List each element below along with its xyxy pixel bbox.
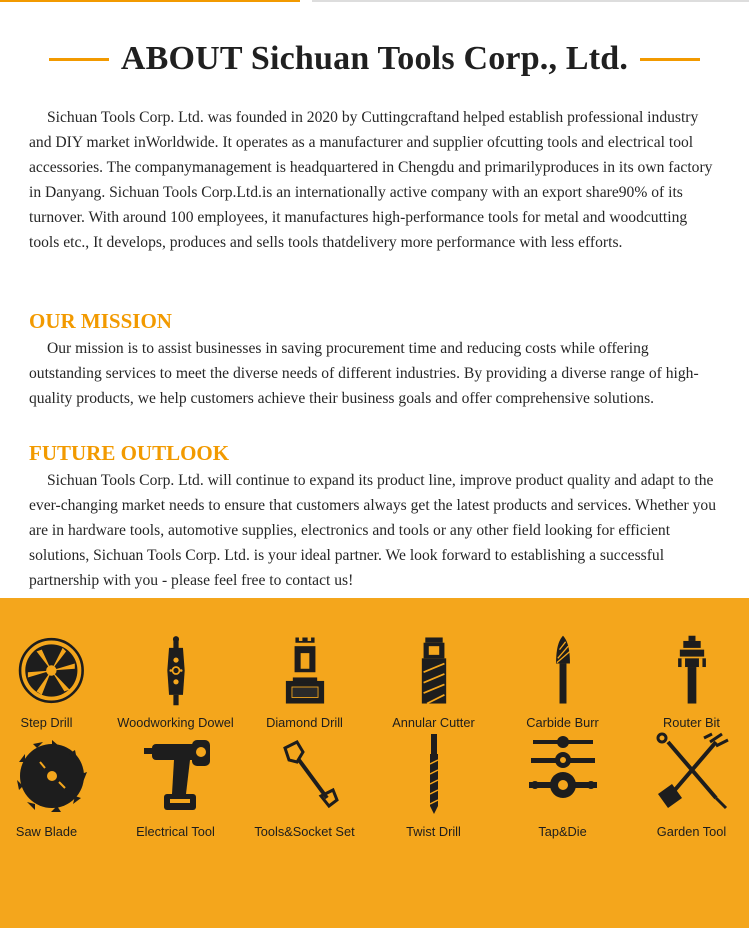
product-grid xyxy=(0,598,749,928)
future-paragraph: Sichuan Tools Corp. Ltd. will continue to expand its product line, improve product quality and adapt to the ever-changing market needs to ensure that customers always get the latest products and services. Whether you are in hardware tools, automotive supplies, electronics and tools or any other field looking for efficient solutions, Sichuan Tools Corp. Ltd. is your ideal partner. We look forward to establishing a successful partnership with you - please feel free to contact us! xyxy=(29,472,717,589)
router-bit-icon xyxy=(650,634,734,707)
product-label: Router Bit xyxy=(663,715,720,730)
mission-paragraph: Our mission is to assist businesses in saving procurement time and reducing costs while offering outstanding services to meet the diverse needs of different industries. By providing a diverse range of high-quality products, we help customers achieve their business goals and offer comprehensive solutions. xyxy=(29,340,699,407)
about-paragraph: Sichuan Tools Corp. Ltd. was founded in 2020 by Cuttingcraftand helped establish professional industry and DIY market inWorldwide. It operates as a manufacturer and supplier ofcutting tools and electrical tool accessories. The companymanagement is headquartered in Chengdu and primarilyproduces in its own factory in Danyang. Sichuan Tools Corp.Ltd.is an internationally active company with an export share90% of its turnover. With around 100 employees, it manufactures high-performance tools for metal and woodcutting tools etc., It develops, produces and sells tools thatdelivery more performance with less efforts. xyxy=(29,109,713,251)
top-divider-accent xyxy=(0,0,300,2)
product-label: Twist Drill xyxy=(406,824,461,839)
product-tile-twist-drill[interactable] xyxy=(369,730,498,862)
product-label: Carbide Burr xyxy=(526,715,599,730)
tap-die-icon xyxy=(521,732,605,816)
title-rule-left xyxy=(49,58,109,61)
product-tile-tap-die[interactable] xyxy=(498,730,627,862)
future-heading: FUTURE OUTLOOK xyxy=(29,441,230,465)
title-rule-right xyxy=(640,58,700,61)
title-row xyxy=(0,36,749,82)
electrical-tool-icon xyxy=(134,732,218,816)
product-label: Diamond Drill xyxy=(266,715,343,730)
product-tile-saw-blade[interactable] xyxy=(0,730,111,862)
product-label: Annular Cutter xyxy=(392,715,475,730)
top-divider xyxy=(0,0,749,4)
diamond-drill-icon xyxy=(263,634,347,707)
product-tile-router-bit[interactable] xyxy=(627,598,749,730)
product-label: Tools&Socket Set xyxy=(254,824,355,839)
product-tile-carbide-burr[interactable] xyxy=(498,598,627,730)
product-tile-tools-socket-set[interactable] xyxy=(240,730,369,862)
product-tile-annular-cutter[interactable] xyxy=(369,598,498,730)
product-label: Woodworking Dowel xyxy=(117,715,234,730)
product-label: Electrical Tool xyxy=(136,824,215,839)
product-label: Tap&Die xyxy=(538,824,587,839)
saw-blade-icon xyxy=(5,732,89,816)
top-divider-grey xyxy=(312,0,749,2)
page-title: ABOUT Sichuan Tools Corp., Ltd. xyxy=(120,40,629,77)
step-drill-icon xyxy=(5,634,89,707)
product-tile-electrical-tool[interactable] xyxy=(111,730,240,862)
product-tile-garden-tool[interactable] xyxy=(627,730,749,862)
product-tile-diamond-drill[interactable] xyxy=(240,598,369,730)
woodworking-dowel-icon xyxy=(134,634,218,707)
product-category-banner xyxy=(0,598,749,928)
carbide-burr-icon xyxy=(521,634,605,707)
product-tile-woodworking-dowel[interactable] xyxy=(111,598,240,730)
annular-cutter-icon xyxy=(392,634,476,707)
product-label: Step Drill xyxy=(20,715,73,730)
tools-socket-set-icon xyxy=(263,732,347,816)
product-tile-step-drill[interactable] xyxy=(0,598,111,730)
twist-drill-icon xyxy=(392,732,476,816)
product-label: Saw Blade xyxy=(15,824,78,839)
garden-tool-icon xyxy=(650,732,734,816)
mission-heading: OUR MISSION xyxy=(29,309,172,333)
product-label: Garden Tool xyxy=(656,824,727,839)
